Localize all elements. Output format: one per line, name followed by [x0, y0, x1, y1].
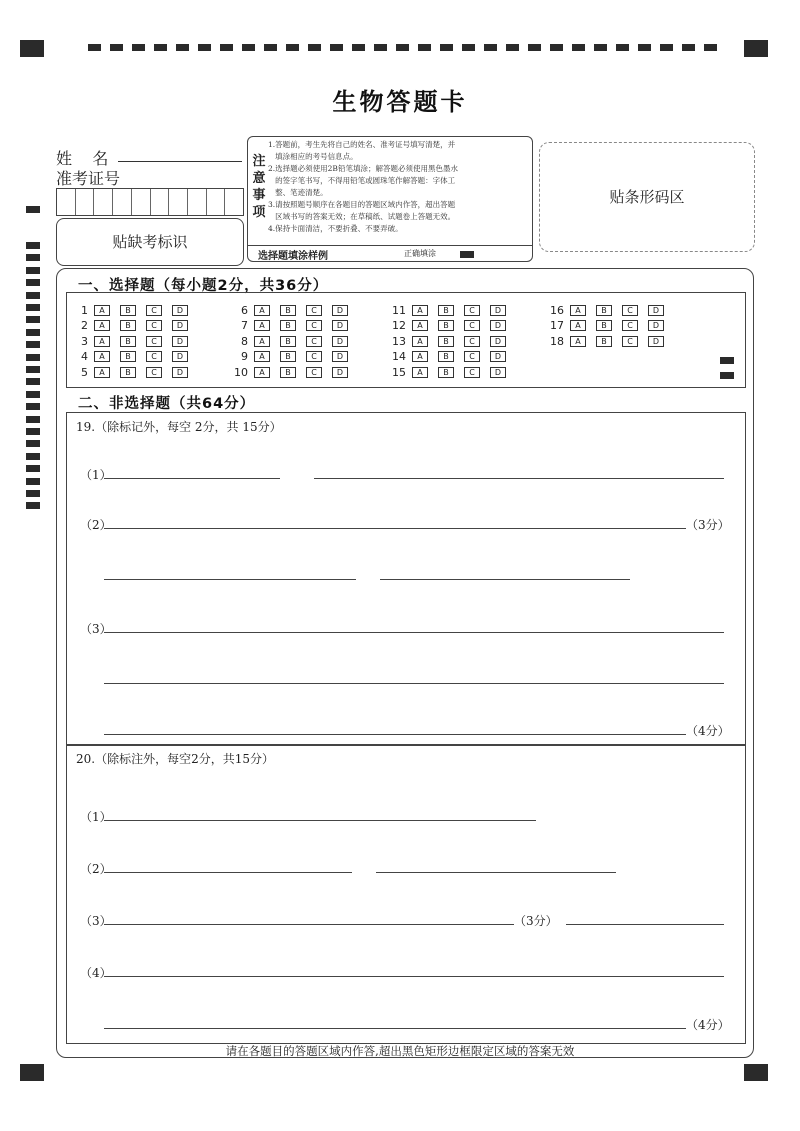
choice-question-row: [66, 303, 198, 317]
left-timing-marks: [26, 242, 40, 522]
left-timing-mark-single: [26, 206, 40, 213]
option-bubble-c[interactable]: C: [146, 336, 162, 347]
q20-p2-label: （2）: [80, 862, 112, 876]
choice-question-row: [542, 319, 674, 333]
option-bubble-c[interactable]: C: [464, 305, 480, 316]
name-label: 姓 名: [56, 149, 109, 168]
timing-mark: [26, 304, 40, 311]
option-bubble-d[interactable]: D: [172, 367, 188, 378]
choice-question-row: [542, 303, 674, 317]
option-bubble-d[interactable]: D: [332, 336, 348, 347]
q20-p1-label: （1）: [80, 810, 112, 824]
option-bubble-d[interactable]: D: [332, 351, 348, 362]
id-number-boxes[interactable]: [56, 188, 244, 216]
q19-p3-score: （4分）: [686, 724, 730, 738]
section2-title: 二、非选择题（共64分）: [78, 396, 256, 412]
question-number: 10: [234, 365, 248, 379]
option-bubble-c[interactable]: C: [146, 305, 162, 316]
q20-p3-score: （3分）: [514, 914, 558, 928]
timing-mark: [220, 44, 233, 51]
choice-question-row: [226, 303, 358, 317]
option-bubble-a[interactable]: A: [254, 336, 270, 347]
option-bubble-a[interactable]: A: [254, 367, 270, 378]
missing-exam-mark-box: [56, 218, 244, 266]
timing-mark: [440, 44, 453, 51]
q20-p3-label: （3）: [80, 914, 112, 928]
question-number: 6: [241, 303, 248, 317]
option-bubble-d[interactable]: D: [332, 305, 348, 316]
option-bubble-c[interactable]: C: [306, 320, 322, 331]
option-bubble-c[interactable]: C: [622, 320, 638, 331]
q19-p3-label: （3）: [80, 622, 112, 636]
option-bubble-c[interactable]: C: [306, 336, 322, 347]
timing-mark: [352, 44, 365, 51]
timing-mark: [572, 44, 585, 51]
grid-mark-2: [720, 372, 734, 379]
option-bubble-b[interactable]: B: [280, 351, 296, 362]
timing-mark: [154, 44, 167, 51]
q20-p1-blank[interactable]: [104, 820, 536, 821]
option-bubble-d[interactable]: D: [648, 336, 664, 347]
option-bubble-b[interactable]: B: [280, 305, 296, 316]
option-bubble-b[interactable]: B: [438, 367, 454, 378]
option-bubble-c[interactable]: C: [306, 305, 322, 316]
question-number: 5: [81, 365, 88, 379]
timing-mark: [26, 403, 40, 410]
timing-mark: [26, 242, 40, 249]
question-number: 2: [81, 319, 88, 332]
question-number: 15: [392, 365, 406, 379]
q19-header: 19.（除标记外，每空 2分，共 15分）: [76, 420, 282, 434]
question-number: 11: [392, 303, 406, 317]
choice-question-row: [66, 365, 198, 379]
q20-p2-blank-a[interactable]: [104, 872, 352, 873]
option-bubble-d[interactable]: D: [490, 305, 506, 316]
option-bubble-c[interactable]: C: [464, 336, 480, 347]
notes-box: [247, 136, 533, 262]
timing-mark: [26, 502, 40, 509]
timing-mark: [26, 366, 40, 373]
option-bubble-b[interactable]: B: [120, 320, 136, 331]
timing-mark: [26, 416, 40, 423]
option-bubble-c[interactable]: C: [464, 320, 480, 331]
option-bubble-b[interactable]: B: [596, 336, 612, 347]
option-bubble-c[interactable]: C: [146, 320, 162, 331]
q19-p3-blank-c[interactable]: [104, 734, 686, 735]
footer-notice: 请在各题目的答题区域内作答,超出黑色矩形边框限定区域的答案无效: [225, 1044, 575, 1058]
timing-mark: [528, 44, 541, 51]
option-bubble-b[interactable]: B: [438, 320, 454, 331]
option-bubble-b[interactable]: B: [120, 305, 136, 316]
option-bubble-c[interactable]: C: [622, 336, 638, 347]
option-bubble-a[interactable]: A: [94, 367, 110, 378]
option-bubble-d[interactable]: D: [172, 305, 188, 316]
timing-mark: [26, 354, 40, 361]
question-number: 14: [392, 350, 406, 363]
choice-question-row: [384, 303, 516, 317]
option-bubble-c[interactable]: C: [622, 305, 638, 316]
corner-mark-bottom-left: [20, 1064, 44, 1081]
timing-mark: [616, 44, 629, 51]
q19-p1-label: （1）: [80, 468, 112, 482]
corner-mark-bottom-right: [744, 1064, 768, 1081]
timing-mark: [484, 44, 497, 51]
timing-mark: [682, 44, 695, 51]
timing-mark: [26, 465, 40, 472]
question-number: 3: [81, 334, 88, 348]
option-bubble-b[interactable]: B: [438, 336, 454, 347]
option-bubble-a[interactable]: A: [254, 305, 270, 316]
option-bubble-a[interactable]: A: [570, 305, 586, 316]
timing-mark: [506, 44, 519, 51]
timing-mark: [26, 254, 40, 261]
question-number: 1: [81, 303, 88, 317]
option-bubble-c[interactable]: C: [464, 351, 480, 362]
q20-p4-blank-a[interactable]: [104, 976, 724, 977]
question-number: 7: [241, 319, 248, 332]
question-number: 9: [241, 350, 248, 363]
timing-mark: [462, 44, 475, 51]
choice-question-row: [226, 334, 358, 348]
option-bubble-a[interactable]: A: [94, 305, 110, 316]
timing-mark: [26, 428, 40, 435]
id-label: 准考证号: [56, 169, 121, 188]
section1-title: 一、选择题（每小题2分，共36分）: [78, 278, 329, 294]
option-bubble-c[interactable]: C: [464, 367, 480, 378]
option-bubble-a[interactable]: A: [570, 336, 586, 347]
option-bubble-a[interactable]: A: [254, 320, 270, 331]
timing-mark: [26, 267, 40, 274]
option-bubble-c[interactable]: C: [146, 351, 162, 362]
option-bubble-a[interactable]: A: [94, 351, 110, 362]
timing-mark: [26, 341, 40, 348]
timing-mark: [26, 329, 40, 336]
timing-mark: [330, 44, 343, 51]
timing-mark: [26, 391, 40, 398]
timing-mark: [704, 44, 717, 51]
timing-mark: [26, 440, 40, 447]
timing-mark: [26, 478, 40, 485]
timing-mark: [26, 453, 40, 460]
option-bubble-b[interactable]: B: [120, 336, 136, 347]
notes-divider: [248, 245, 532, 246]
option-bubble-b[interactable]: B: [280, 336, 296, 347]
option-bubble-a[interactable]: A: [254, 351, 270, 362]
q20-p4-label: （4）: [80, 966, 112, 980]
q20-p3-blank-a[interactable]: [104, 924, 514, 925]
option-bubble-a[interactable]: A: [412, 336, 428, 347]
option-bubble-d[interactable]: D: [172, 320, 188, 331]
option-bubble-d[interactable]: D: [490, 320, 506, 331]
question-number: 18: [550, 334, 564, 348]
timing-mark: [418, 44, 431, 51]
option-bubble-a[interactable]: A: [412, 351, 428, 362]
timing-mark: [88, 44, 101, 51]
choice-question-row: [542, 334, 674, 348]
option-bubble-b[interactable]: B: [438, 351, 454, 362]
option-bubble-c[interactable]: C: [306, 367, 322, 378]
timing-mark: [132, 44, 145, 51]
option-bubble-a[interactable]: A: [94, 320, 110, 331]
option-bubble-b[interactable]: B: [120, 351, 136, 362]
timing-mark: [242, 44, 255, 51]
option-bubble-b[interactable]: B: [280, 320, 296, 331]
option-bubble-d[interactable]: D: [172, 351, 188, 362]
correct-fill-label: 正确填涂: [404, 249, 436, 258]
question-number: 13: [392, 334, 406, 348]
timing-mark: [26, 279, 40, 286]
question-number: 17: [550, 319, 564, 332]
corner-mark-top-right: [744, 40, 768, 57]
choice-question-row: [384, 334, 516, 348]
option-bubble-b[interactable]: B: [280, 367, 296, 378]
timing-mark: [198, 44, 211, 51]
q19-p2-blank-c[interactable]: [380, 579, 630, 580]
page-title: 生物答题卡: [332, 88, 468, 116]
fill-sample-label: 选择题填涂样例: [258, 251, 328, 262]
option-bubble-b[interactable]: B: [120, 367, 136, 378]
option-bubble-d[interactable]: D: [648, 305, 664, 316]
question-number: 4: [81, 350, 88, 363]
choice-question-row: [384, 365, 516, 379]
q19-p3-blank-a[interactable]: [104, 632, 724, 633]
top-timing-marks: [88, 44, 718, 52]
timing-mark: [26, 378, 40, 385]
q20-box: [66, 744, 746, 1044]
grid-mark-1: [720, 357, 734, 364]
choice-question-row: [66, 334, 198, 348]
option-bubble-b[interactable]: B: [596, 305, 612, 316]
q19-p2-blank-a[interactable]: [104, 528, 686, 529]
timing-mark: [26, 316, 40, 323]
option-bubble-d[interactable]: D: [490, 336, 506, 347]
timing-mark: [308, 44, 321, 51]
timing-mark: [550, 44, 563, 51]
q19-p2-blank-b[interactable]: [104, 579, 356, 580]
option-bubble-d[interactable]: D: [648, 320, 664, 331]
q20-p2-blank-b[interactable]: [376, 872, 616, 873]
q19-p2-label: （2）: [80, 518, 112, 532]
q19-p3-blank-b[interactable]: [104, 683, 724, 684]
choice-question-row: [226, 350, 358, 364]
option-bubble-a[interactable]: A: [412, 305, 428, 316]
timing-mark: [176, 44, 189, 51]
q19-p1-blank-b[interactable]: [314, 478, 724, 479]
timing-mark: [638, 44, 651, 51]
notes-text: 1.答题前，考生先将自己的姓名、准考证号填写清楚，并 填涂相应的考号信息点。 2.选择题必须使用2B铅笔填涂；解答题必须使用黑色墨水 的签字笔书写，不得用铅笔或圆珠笔作解答题：字体工 整、笔迹清楚。 3.请按照题号顺序在各题目的答题区域内作答，超出答题 区域书写的答案无效；在草稿纸、试题卷上答题无效。 4.保持卡面清洁，不要折叠、不要弄破。: [268, 140, 458, 233]
timing-mark: [594, 44, 607, 51]
corner-mark-top-left: [20, 40, 44, 57]
option-bubble-a[interactable]: A: [412, 367, 428, 378]
option-bubble-a[interactable]: A: [412, 320, 428, 331]
timing-mark: [396, 44, 409, 51]
choice-question-row: [384, 319, 516, 333]
option-bubble-d[interactable]: D: [490, 351, 506, 362]
timing-mark: [264, 44, 277, 51]
q19-p2-score: （3分）: [686, 518, 730, 532]
barcode-label: 贴条形码区: [609, 188, 685, 206]
option-bubble-b[interactable]: B: [438, 305, 454, 316]
option-bubble-c[interactable]: C: [306, 351, 322, 362]
timing-mark: [660, 44, 673, 51]
q20-header: 20.（除标注外，每空2分，共15分）: [76, 752, 274, 766]
option-bubble-d[interactable]: D: [172, 336, 188, 347]
choice-question-row: [384, 350, 516, 364]
timing-mark: [110, 44, 123, 51]
q20-p3-blank-b[interactable]: [566, 924, 724, 925]
choice-grid: [66, 303, 744, 383]
q20-p4-blank-b[interactable]: [104, 1028, 686, 1029]
option-bubble-c[interactable]: C: [146, 367, 162, 378]
choice-question-row: [226, 365, 358, 379]
timing-mark: [26, 292, 40, 299]
missing-exam-mark-label: 贴缺考标识: [112, 233, 188, 251]
option-bubble-d[interactable]: D: [332, 367, 348, 378]
timing-mark: [374, 44, 387, 51]
choice-question-row: [66, 319, 198, 333]
option-bubble-d[interactable]: D: [490, 367, 506, 378]
barcode-area: [539, 142, 755, 252]
correct-fill-sample: [460, 251, 474, 258]
option-bubble-d[interactable]: D: [332, 320, 348, 331]
name-field[interactable]: [118, 161, 242, 162]
question-number: 16: [550, 303, 564, 317]
choice-question-row: [66, 350, 198, 364]
timing-mark: [286, 44, 299, 51]
choice-question-row: [226, 319, 358, 333]
option-bubble-a[interactable]: A: [94, 336, 110, 347]
q20-p4-score: （4分）: [686, 1018, 730, 1032]
q19-p1-blank-a[interactable]: [104, 478, 280, 479]
notes-title: 注 意 事 项: [252, 154, 266, 220]
question-number: 8: [241, 334, 248, 348]
option-bubble-a[interactable]: A: [570, 320, 586, 331]
timing-mark: [26, 490, 40, 497]
option-bubble-b[interactable]: B: [596, 320, 612, 331]
question-number: 12: [392, 319, 406, 332]
